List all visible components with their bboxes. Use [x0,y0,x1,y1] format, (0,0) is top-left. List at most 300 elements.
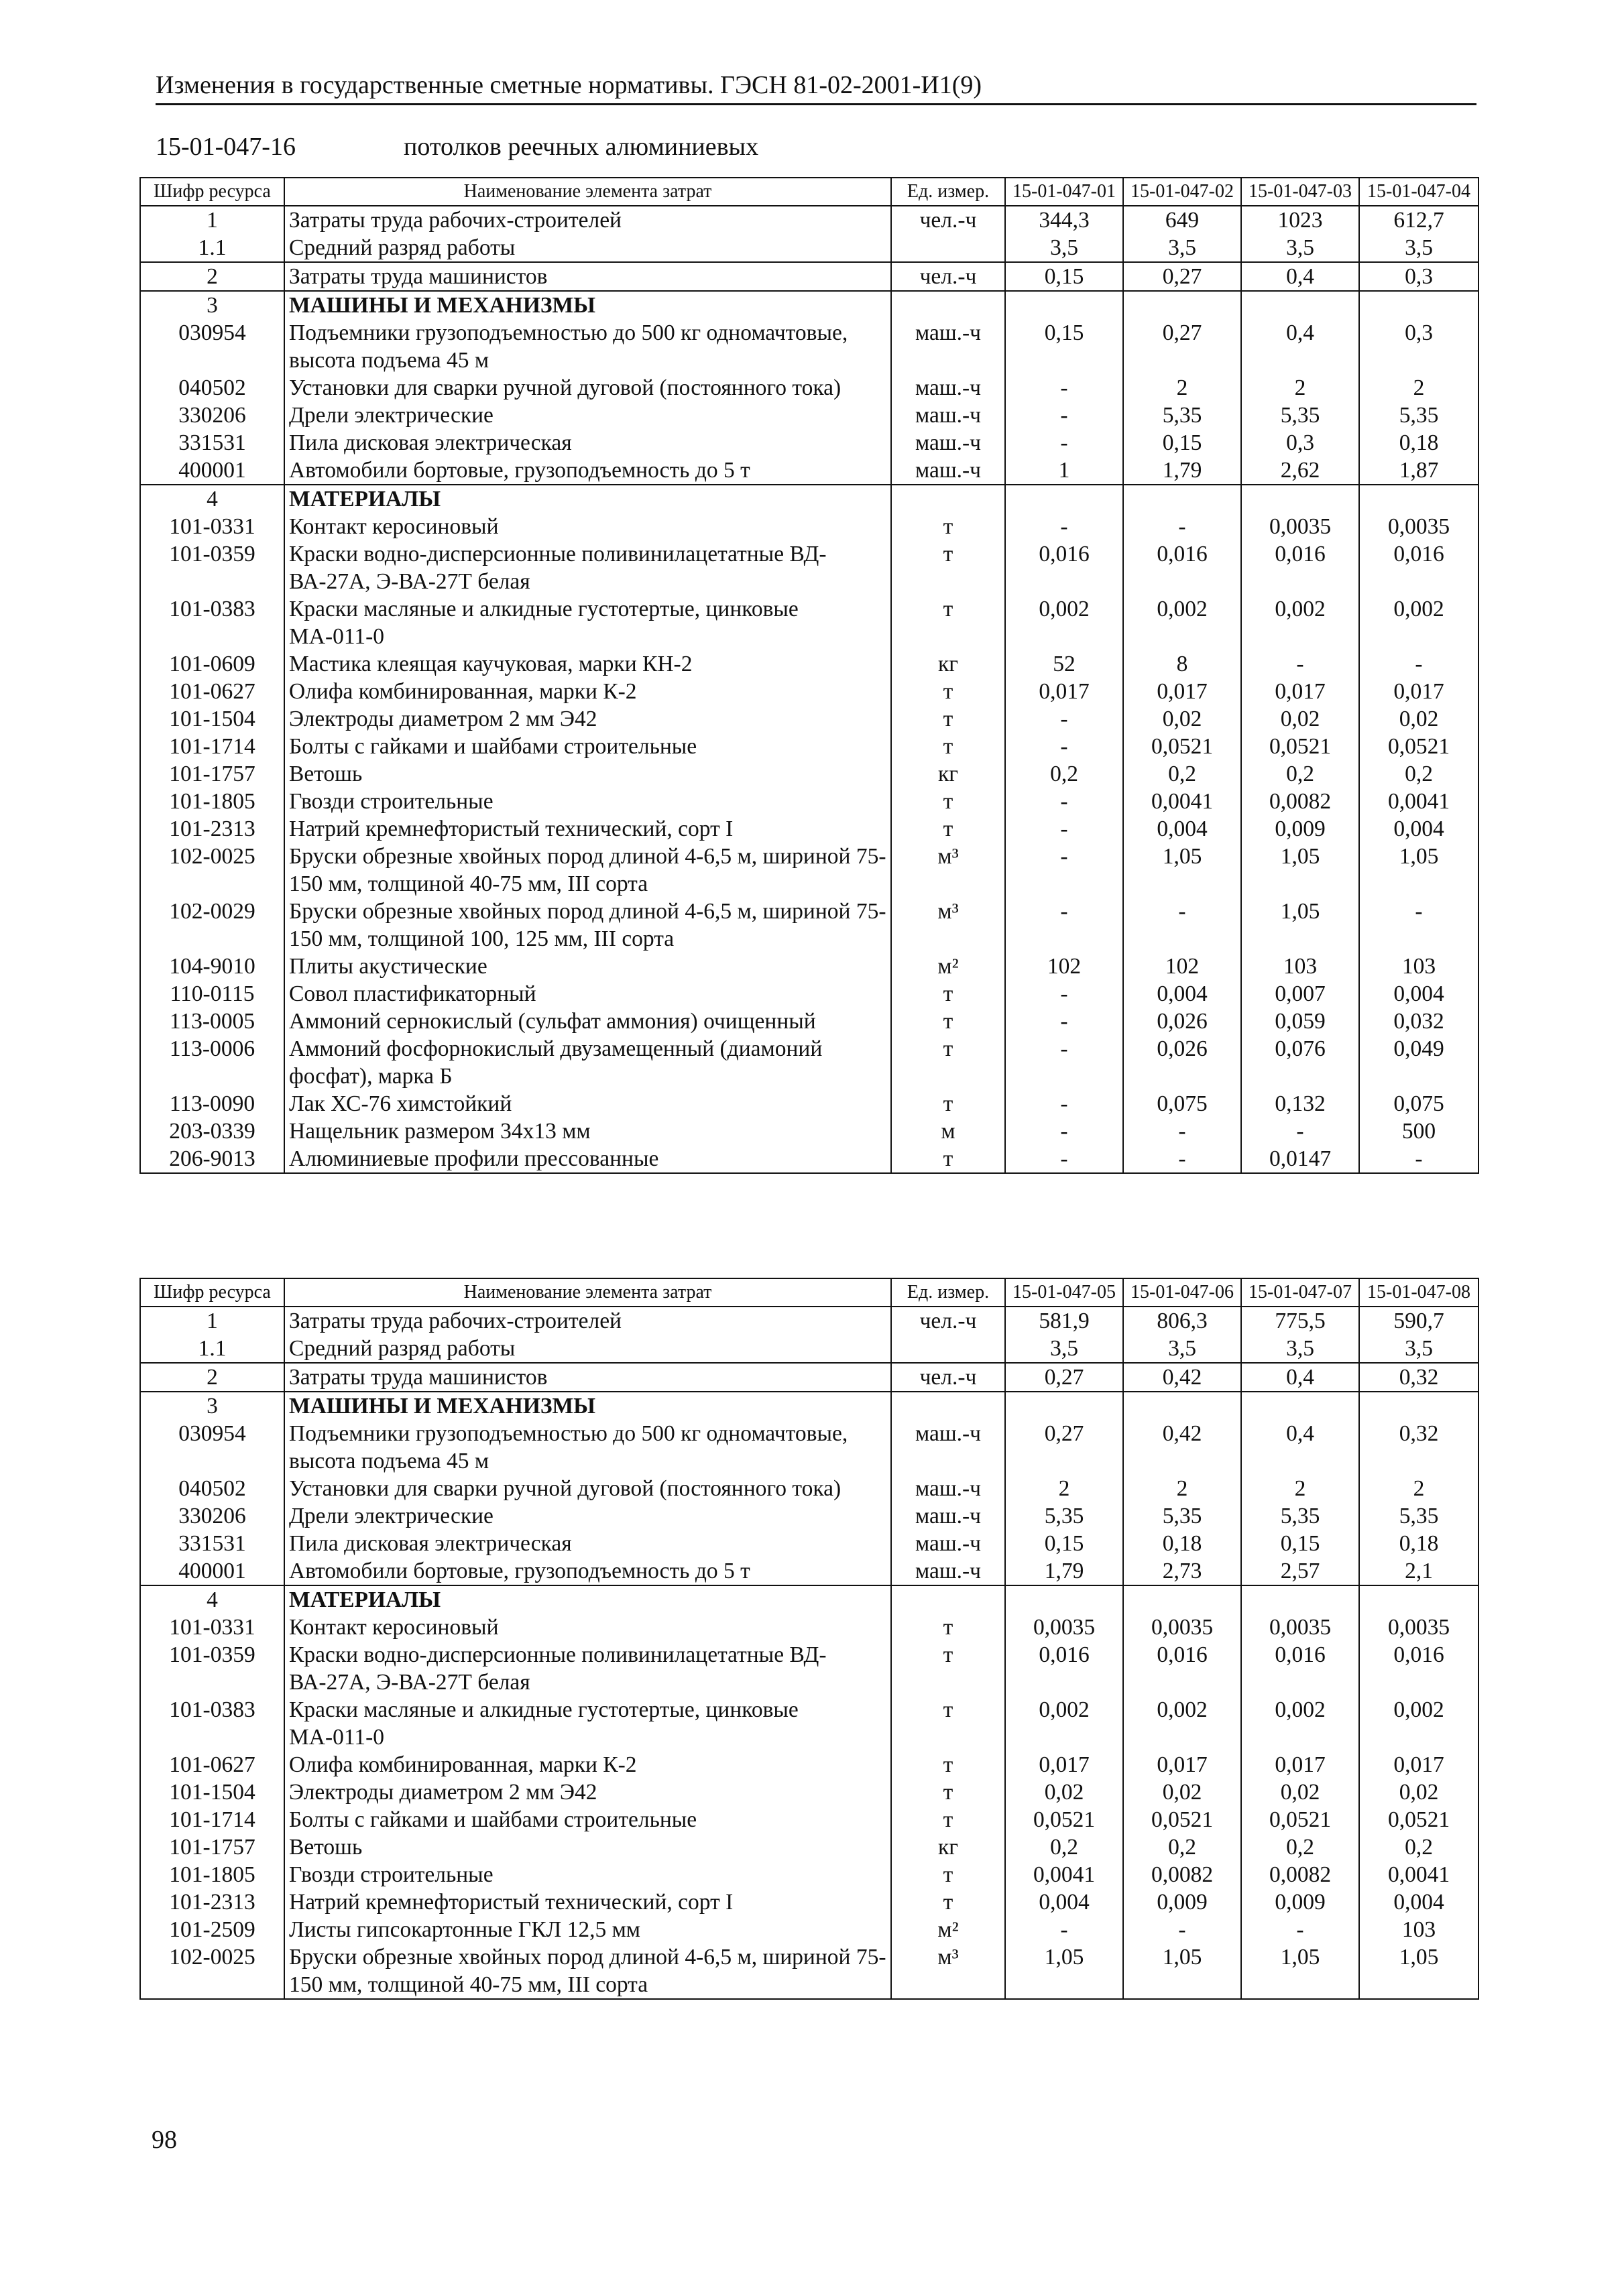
value-cell [1359,291,1478,319]
unit-cell: маш.-ч [891,1475,1005,1502]
value-cell: 0,4 [1241,262,1359,291]
resource-name: Бруски обрезные хвойных пород длиной 4-6,5 м, шириной 75-150 мм, толщиной 40-75 мм, III сорта [284,843,891,898]
value-cell: 0,017 [1005,678,1123,705]
unit-cell [891,291,1005,319]
table-row [140,1307,1478,1335]
resource-code: 2 [140,262,284,291]
col-header-norm: 15-01-047-08 [1359,1278,1478,1307]
value-cell: 5,35 [1005,1502,1123,1530]
resource-code: 101-1757 [140,760,284,788]
value-cell: 0,2 [1005,760,1123,788]
table-row [140,1641,1478,1696]
value-cell [1123,485,1241,513]
value-cell: - [1005,980,1123,1008]
value-cell: 0,2 [1241,1833,1359,1861]
value-cell: 1 [1005,457,1123,485]
value-cell: 1,05 [1123,1943,1241,1999]
value-cell: 0,0041 [1359,1861,1478,1888]
value-cell: - [1241,1916,1359,1943]
value-cell: 3,5 [1359,234,1478,262]
value-cell: 0,009 [1241,1888,1359,1916]
value-cell: 2 [1241,374,1359,402]
unit-cell: т [891,1861,1005,1888]
unit-cell: м² [891,1916,1005,1943]
value-cell: 0,02 [1241,1778,1359,1806]
table-row [140,1888,1478,1916]
value-cell: 0,0035 [1359,513,1478,540]
resource-code: 040502 [140,1475,284,1502]
table-row [140,1008,1478,1035]
resource-name: Олифа комбинированная, марки К-2 [284,678,891,705]
col-header-norm: 15-01-047-02 [1123,178,1241,206]
resource-name: Бруски обрезные хвойных пород длиной 4-6,5 м, шириной 75-150 мм, толщиной 100, 125 мм, III сорта [284,898,891,953]
resource-name: Краски масляные и алкидные густотертые, цинковые МА-011-0 [284,595,891,650]
resource-name: Подъемники грузоподъемностью до 500 кг одномачтовые, высота подъема 45 м [284,319,891,374]
table-row [140,1861,1478,1888]
value-cell: 0,0082 [1241,788,1359,815]
resource-name: Средний разряд работы [284,234,891,262]
unit-cell: м³ [891,843,1005,898]
col-header-norm: 15-01-047-05 [1005,1278,1123,1307]
table-row [140,1943,1478,1999]
value-cell: 2 [1359,374,1478,402]
resource-code: 1 [140,1307,284,1335]
resource-code: 101-2313 [140,1888,284,1916]
resource-name: Краски водно-дисперсионные поливинилацетатные ВД-ВА-27А, Э-ВА-27Т белая [284,540,891,595]
value-cell: 5,35 [1123,1502,1241,1530]
value-cell: 0,4 [1241,319,1359,374]
resource-name: Натрий кремнефтористый технический, сорт I [284,1888,891,1916]
col-header-norm: 15-01-047-03 [1241,178,1359,206]
unit-cell: т [891,1751,1005,1778]
resource-name: Совол пластификаторный [284,980,891,1008]
unit-cell: т [891,1090,1005,1117]
resource-name: Аммоний сернокислый (сульфат аммония) очищенный [284,1008,891,1035]
unit-cell: т [891,1008,1005,1035]
unit-cell: маш.-ч [891,319,1005,374]
resource-name: Электроды диаметром 2 мм Э42 [284,705,891,733]
table-body [140,206,1478,1173]
value-cell: 0,016 [1241,540,1359,595]
resource-name: МАШИНЫ И МЕХАНИЗМЫ [284,1392,891,1420]
table-row [140,429,1478,457]
resource-code: 101-2313 [140,815,284,843]
value-cell [1359,1392,1478,1420]
value-cell: 0,18 [1359,1530,1478,1557]
value-cell: 0,009 [1123,1888,1241,1916]
value-cell: 102 [1123,953,1241,980]
value-cell: - [1005,1916,1123,1943]
resource-code: 101-2509 [140,1916,284,1943]
resource-name: Затраты труда машинистов [284,262,891,291]
table-row [140,788,1478,815]
resource-name: Затраты труда рабочих-строителей [284,206,891,234]
value-cell: 0,004 [1005,1888,1123,1916]
value-cell: 52 [1005,650,1123,678]
value-cell: 2,73 [1123,1557,1241,1585]
resource-name: Олифа комбинированная, марки К-2 [284,1751,891,1778]
value-cell: 0,3 [1359,262,1478,291]
resource-code: 101-1504 [140,705,284,733]
value-cell [1005,485,1123,513]
table-row [140,291,1478,319]
resource-code: 104-9010 [140,953,284,980]
value-cell: 2 [1123,1475,1241,1502]
resource-name: Гвозди строительные [284,788,891,815]
table-row [140,1090,1478,1117]
value-cell: 2 [1005,1475,1123,1502]
value-cell: - [1005,843,1123,898]
value-cell: 1,05 [1241,843,1359,898]
value-cell: 0,27 [1005,1363,1123,1392]
unit-cell: кг [891,760,1005,788]
value-cell: 0,2 [1359,1833,1478,1861]
value-cell: 775,5 [1241,1307,1359,1335]
table-header-row [140,1278,1478,1307]
value-cell: 0,0041 [1005,1861,1123,1888]
resource-code: 1.1 [140,234,284,262]
value-cell: 0,016 [1123,1641,1241,1696]
value-cell: 0,2 [1241,760,1359,788]
unit-cell: м³ [891,898,1005,953]
value-cell: 0,017 [1359,1751,1478,1778]
resource-code: 101-1757 [140,1833,284,1861]
value-cell: 0,18 [1359,429,1478,457]
value-cell: 0,42 [1123,1420,1241,1475]
unit-cell: м² [891,953,1005,980]
table-row [140,678,1478,705]
value-cell: 3,5 [1359,1335,1478,1363]
value-cell: - [1005,513,1123,540]
value-cell: 1,05 [1359,843,1478,898]
table-row [140,650,1478,678]
resource-code: 101-0331 [140,1614,284,1641]
table-row [140,1035,1478,1090]
value-cell: 1,05 [1241,898,1359,953]
value-cell: 1,05 [1359,1943,1478,1999]
value-cell: 5,35 [1241,1502,1359,1530]
resource-name: Бруски обрезные хвойных пород длиной 4-6,5 м, шириной 75-150 мм, толщиной 40-75 мм, III сорта [284,1943,891,1999]
resource-name: Пила дисковая электрическая [284,429,891,457]
value-cell: 0,026 [1123,1035,1241,1090]
resource-table-1 [139,177,1479,1174]
value-cell: 0,0035 [1123,1614,1241,1641]
value-cell: 5,35 [1241,402,1359,429]
value-cell: 0,004 [1359,1888,1478,1916]
table-row [140,815,1478,843]
table-row [140,234,1478,262]
unit-cell: маш.-ч [891,402,1005,429]
resource-code: 101-1504 [140,1778,284,1806]
resource-name: Подъемники грузоподъемностью до 500 кг одномачтовые, высота подъема 45 м [284,1420,891,1475]
value-cell: 0,02 [1359,1778,1478,1806]
value-cell: 0,4 [1241,1420,1359,1475]
resource-code: 101-0383 [140,1696,284,1751]
resource-name: Затраты труда рабочих-строителей [284,1307,891,1335]
value-cell: 3,5 [1123,1335,1241,1363]
table-row [140,1335,1478,1363]
value-cell: 649 [1123,206,1241,234]
resource-name: Дрели электрические [284,1502,891,1530]
table-row [140,262,1478,291]
resource-code: 030954 [140,319,284,374]
value-cell: 103 [1241,953,1359,980]
unit-cell: маш.-ч [891,374,1005,402]
value-cell: - [1005,1008,1123,1035]
value-cell [1123,1585,1241,1614]
table-row [140,1751,1478,1778]
value-cell: - [1359,1145,1478,1173]
resource-code: 400001 [140,457,284,485]
resource-name: Установки для сварки ручной дуговой (постоянного тока) [284,1475,891,1502]
value-cell: 0,032 [1359,1008,1478,1035]
value-cell: 0,016 [1123,540,1241,595]
table-row [140,1833,1478,1861]
resource-name: Нащельник размером 34х13 мм [284,1117,891,1145]
unit-cell: чел.-ч [891,1363,1005,1392]
unit-cell: т [891,705,1005,733]
resource-code: 101-0627 [140,1751,284,1778]
value-cell: 103 [1359,1916,1478,1943]
resource-code: 330206 [140,402,284,429]
value-cell: 0,42 [1123,1363,1241,1392]
value-cell: 0,132 [1241,1090,1359,1117]
table-row [140,1420,1478,1475]
value-cell: 3,5 [1005,1335,1123,1363]
value-cell: - [1005,1117,1123,1145]
unit-cell: чел.-ч [891,206,1005,234]
value-cell: - [1005,429,1123,457]
value-cell: 1,79 [1005,1557,1123,1585]
resource-code: 102-0029 [140,898,284,953]
unit-cell [891,234,1005,262]
value-cell: 0,016 [1005,540,1123,595]
col-header-code: Шифр ресурса [140,178,284,206]
table-row [140,402,1478,429]
resource-name: Алюминиевые профили прессованные [284,1145,891,1173]
value-cell: 0,004 [1123,980,1241,1008]
resource-name: Болты с гайками и шайбами строительные [284,733,891,760]
value-cell: 0,0521 [1241,733,1359,760]
unit-cell: кг [891,650,1005,678]
value-cell: 0,017 [1359,678,1478,705]
resource-code: 3 [140,291,284,319]
value-cell: 0,0082 [1241,1861,1359,1888]
resource-name: Мастика клеящая каучуковая, марки КН-2 [284,650,891,678]
value-cell: 0,002 [1123,1696,1241,1751]
resource-code: 110-0115 [140,980,284,1008]
value-cell: 1,05 [1005,1943,1123,1999]
resource-code: 101-0359 [140,540,284,595]
value-cell: 0,059 [1241,1008,1359,1035]
unit-cell: т [891,678,1005,705]
value-cell: 0,017 [1123,1751,1241,1778]
value-cell: 0,016 [1359,540,1478,595]
value-cell: 0,004 [1359,815,1478,843]
value-cell: 0,0521 [1241,1806,1359,1833]
value-cell: 3,5 [1241,1335,1359,1363]
value-cell: 806,3 [1123,1307,1241,1335]
value-cell: 0,27 [1123,262,1241,291]
value-cell: 1,79 [1123,457,1241,485]
value-cell: 0,0041 [1359,788,1478,815]
value-cell: 0,27 [1005,1420,1123,1475]
value-cell: 0,32 [1359,1363,1478,1392]
value-cell: 0,2 [1123,1833,1241,1861]
value-cell: 0,075 [1123,1090,1241,1117]
resource-code: 1 [140,206,284,234]
table-row [140,1145,1478,1173]
value-cell: 5,35 [1359,402,1478,429]
value-cell: - [1005,788,1123,815]
value-cell [1241,291,1359,319]
col-header-name: Наименование элемента затрат [284,178,891,206]
resource-name: Затраты труда машинистов [284,1363,891,1392]
resource-code: 030954 [140,1420,284,1475]
value-cell [1241,1392,1359,1420]
table-row [140,898,1478,953]
table-row [140,595,1478,650]
value-cell: - [1123,1916,1241,1943]
value-cell: 0,0521 [1005,1806,1123,1833]
unit-cell: т [891,815,1005,843]
resource-table-2 [139,1278,1479,2000]
unit-cell: т [891,513,1005,540]
table-row [140,1392,1478,1420]
resource-name: Установки для сварки ручной дуговой (постоянного тока) [284,374,891,402]
resource-code: 101-1714 [140,733,284,760]
resource-name: Гвозди строительные [284,1861,891,1888]
value-cell: - [1005,402,1123,429]
unit-cell [891,485,1005,513]
value-cell [1359,1585,1478,1614]
table-row [140,1530,1478,1557]
table-row [140,1502,1478,1530]
value-cell: 2,57 [1241,1557,1359,1585]
value-cell: 0,0521 [1123,1806,1241,1833]
value-cell: 0,026 [1123,1008,1241,1035]
value-cell: - [1005,898,1123,953]
unit-cell: т [891,1641,1005,1696]
value-cell: 0,049 [1359,1035,1478,1090]
unit-cell: т [891,1145,1005,1173]
table-row [140,1363,1478,1392]
value-cell: 0,017 [1005,1751,1123,1778]
value-cell: 0,2 [1005,1833,1123,1861]
value-cell: 0,0041 [1123,788,1241,815]
norm-code: 15-01-047-16 [156,133,296,161]
resource-code: 203-0339 [140,1117,284,1145]
value-cell: 5,35 [1359,1502,1478,1530]
value-cell: - [1359,898,1478,953]
value-cell: 0,15 [1241,1530,1359,1557]
value-cell: 0,004 [1123,815,1241,843]
unit-cell [891,1392,1005,1420]
value-cell: 0,2 [1123,760,1241,788]
value-cell: 0,02 [1123,705,1241,733]
resource-code: 206-9013 [140,1145,284,1173]
value-cell: 0,0147 [1241,1145,1359,1173]
table-row [140,1778,1478,1806]
value-cell: 0,007 [1241,980,1359,1008]
table-row [140,1806,1478,1833]
table-row [140,953,1478,980]
value-cell: 0,0521 [1359,733,1478,760]
unit-cell: м³ [891,1943,1005,1999]
table-row [140,980,1478,1008]
value-cell: 0,016 [1359,1641,1478,1696]
col-header-unit: Ед. измер. [891,178,1005,206]
resource-name: Дрели электрические [284,402,891,429]
unit-cell: т [891,1696,1005,1751]
value-cell: - [1005,815,1123,843]
value-cell: - [1123,513,1241,540]
resource-code: 113-0006 [140,1035,284,1090]
value-cell: 0,004 [1359,980,1478,1008]
unit-cell: чел.-ч [891,262,1005,291]
resource-name: Лак ХС-76 химстойкий [284,1090,891,1117]
value-cell: - [1005,374,1123,402]
resource-code: 101-1805 [140,788,284,815]
resource-code: 4 [140,1585,284,1614]
unit-cell: т [891,788,1005,815]
value-cell: - [1241,1117,1359,1145]
resource-name: Контакт керосиновый [284,513,891,540]
value-cell: 0,009 [1241,815,1359,843]
value-cell: 0,002 [1123,595,1241,650]
table-row [140,457,1478,485]
resource-code: 4 [140,485,284,513]
value-cell: - [1241,650,1359,678]
value-cell: 0,2 [1359,760,1478,788]
value-cell: 0,0035 [1241,513,1359,540]
resource-name: МАТЕРИАЛЫ [284,485,891,513]
resource-name: Ветошь [284,1833,891,1861]
value-cell: 5,35 [1123,402,1241,429]
value-cell [1359,485,1478,513]
value-cell [1241,1585,1359,1614]
value-cell: 1,05 [1123,843,1241,898]
table-row [140,206,1478,234]
unit-cell: кг [891,1833,1005,1861]
resource-code: 331531 [140,429,284,457]
value-cell: 3,5 [1005,234,1123,262]
value-cell [1005,291,1123,319]
col-header-code: Шифр ресурса [140,1278,284,1307]
value-cell: - [1005,1035,1123,1090]
value-cell: - [1005,1145,1123,1173]
col-header-norm: 15-01-047-07 [1241,1278,1359,1307]
value-cell: 0,002 [1241,1696,1359,1751]
resource-code: 101-0627 [140,678,284,705]
value-cell: 0,15 [1123,429,1241,457]
value-cell: 103 [1359,953,1478,980]
value-cell: 0,4 [1241,1363,1359,1392]
table-row [140,319,1478,374]
value-cell: - [1123,1145,1241,1173]
value-cell: 2 [1359,1475,1478,1502]
table-row [140,843,1478,898]
value-cell: 0,18 [1123,1530,1241,1557]
unit-cell: т [891,980,1005,1008]
value-cell: 0,0521 [1123,733,1241,760]
unit-cell: т [891,1778,1005,1806]
value-cell: 0,02 [1005,1778,1123,1806]
resource-code: 3 [140,1392,284,1420]
unit-cell: м [891,1117,1005,1145]
value-cell: 0,075 [1359,1090,1478,1117]
value-cell: 0,002 [1359,595,1478,650]
